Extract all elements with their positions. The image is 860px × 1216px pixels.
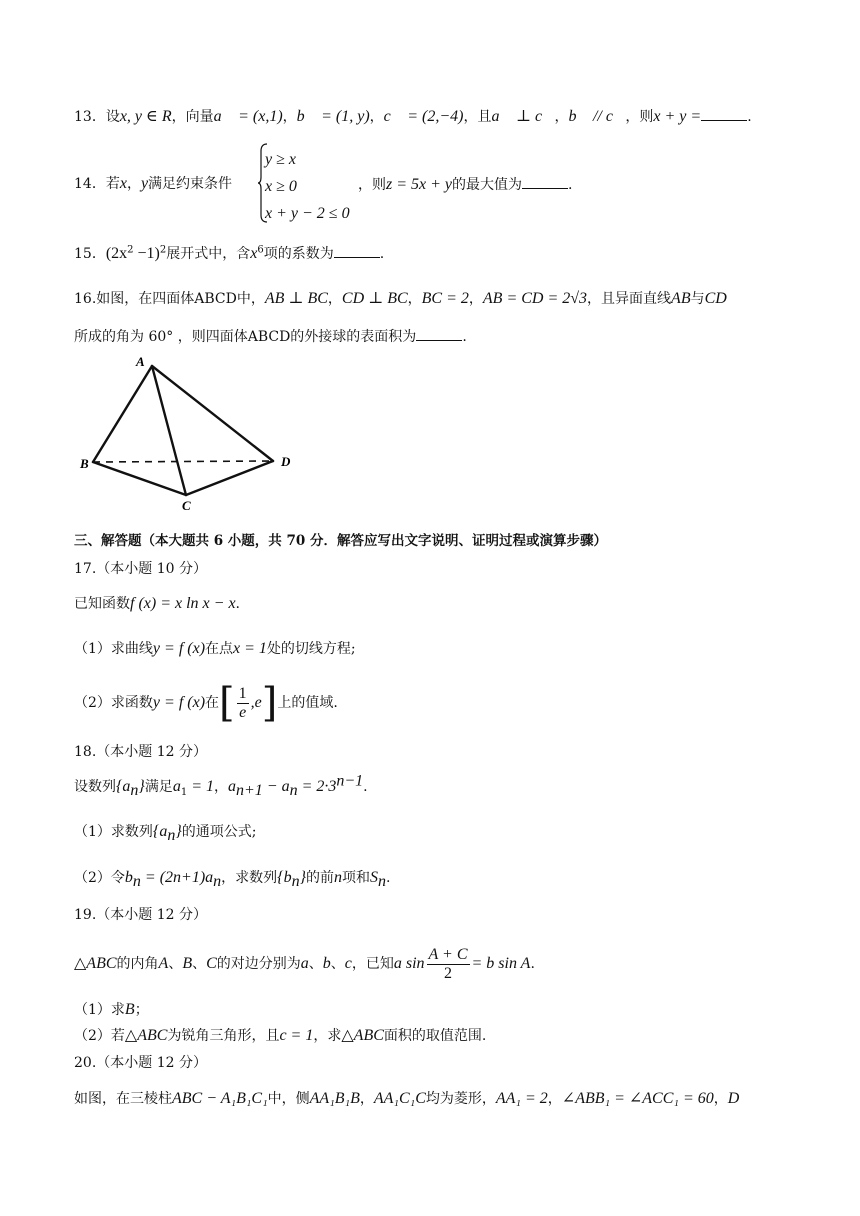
answer-blank	[701, 106, 747, 121]
q19-text: 为锐角三角形，且	[167, 1028, 280, 1044]
q17-part-1	[74, 639, 356, 659]
q15-exp: 6	[257, 244, 264, 256]
q19-math: = b sin A	[471, 955, 531, 972]
q16-text: 所成的角为 60° ，则四面体ABCD的外接球的表面积为	[74, 329, 417, 345]
q16-text: 如图，在四面体ABCD中，	[96, 291, 265, 307]
q13-text: ，且	[463, 109, 492, 125]
fraction-numerator: A + C	[428, 945, 468, 963]
q20-text: 均为菱形，	[425, 1091, 496, 1107]
q19-sep: 、	[168, 956, 183, 972]
q19-part-1	[74, 1000, 149, 1020]
q18-math: {a	[116, 778, 131, 795]
q17-math: y = f (x)	[152, 694, 206, 711]
q20-math: AA₁ = 2	[495, 1090, 548, 1107]
q18-math: = 2·3	[297, 778, 337, 795]
q19-text: ，求	[313, 1028, 342, 1044]
q16-text: 与	[690, 291, 705, 307]
q18-math: = 1	[187, 778, 214, 795]
q14-objective: z = 5x + y	[386, 176, 453, 193]
edge-ab	[93, 366, 152, 462]
constraint-3: x + y − 2 ≤ 0	[265, 205, 350, 222]
q18-text: （2）令	[74, 870, 125, 886]
q17-text: 上的值域.	[277, 695, 338, 711]
q13-text: 设	[105, 109, 120, 125]
q18-sub: n	[167, 826, 176, 844]
q17-heading: 17.（本小题 10 分）	[74, 561, 207, 577]
vertex-label-b: B	[80, 456, 89, 471]
tetrahedron-figure	[78, 352, 308, 512]
q16-text: ，且异面直线	[587, 291, 672, 307]
q14-number: 14．	[74, 176, 106, 192]
q20-heading: 20.（本小题 12 分）	[74, 1055, 207, 1071]
q13-sep: ，	[369, 109, 384, 125]
constraint-system	[265, 146, 350, 227]
q15-expr: (2x	[105, 245, 128, 262]
fraction	[427, 946, 470, 983]
q14-tail-line	[358, 174, 572, 195]
q17-math: x = 1	[233, 640, 267, 657]
q16-tail: .	[462, 329, 467, 345]
q20-math: AA₁C₁C	[373, 1090, 426, 1107]
q14-tail: .	[568, 177, 573, 193]
q15-text: 项的系数为	[263, 246, 334, 262]
q18-text: 满足	[144, 779, 173, 795]
constraint-1: y ≥ x	[265, 151, 296, 168]
q18-text: 的通项公式;	[181, 824, 257, 840]
q16-cond: AB ⊥ BC	[264, 290, 328, 307]
right-bracket-icon: ]	[261, 680, 278, 726]
q18-math: b	[124, 869, 133, 886]
q19-math: B	[182, 955, 193, 972]
q19-text: （1）求	[74, 1002, 125, 1018]
q19-math: a	[300, 955, 309, 972]
q20-text: 中，侧	[267, 1091, 310, 1107]
q13-vector-a: a⃗ = (x,1)	[213, 108, 283, 125]
q17-text: 处的切线方程;	[266, 641, 356, 657]
q14-var: x	[119, 175, 127, 192]
edge-ad	[152, 366, 273, 461]
q19-sep: 、	[308, 956, 323, 972]
q19-math: C	[206, 955, 217, 972]
q19-text: 面积的取值范围.	[383, 1028, 487, 1044]
q13-vector-c: c⃗ = (2,−4)	[383, 108, 464, 125]
q18-sub: n	[130, 781, 139, 799]
q18-sub: n	[213, 872, 222, 890]
q15-exp: 2	[159, 244, 167, 256]
edge-cd	[186, 461, 273, 495]
q18-heading: 18.（本小题 12 分）	[74, 744, 207, 760]
q18-math: }	[175, 823, 182, 840]
q17-text: 在点	[205, 641, 234, 657]
q18-math: {a	[152, 823, 168, 840]
q18-math: }	[299, 869, 306, 886]
q19-given	[74, 942, 535, 986]
q13-text: ，向量	[171, 109, 214, 125]
q18-tail: .	[363, 779, 368, 795]
q19-text: 的对边分别为	[216, 956, 301, 972]
q16-cond: BC = 2	[421, 290, 469, 307]
q15-exp: 2	[127, 244, 134, 256]
q19-math: △ABC	[124, 1027, 168, 1044]
fraction-denominator: e	[239, 703, 247, 721]
q16-sep: ，	[407, 291, 422, 307]
q14-text: ，则	[358, 177, 386, 193]
q18-math: }	[138, 778, 145, 795]
q19-sep: 、	[330, 956, 345, 972]
q14-text: 若	[105, 176, 120, 192]
q18-sub: n	[289, 781, 298, 799]
q13-sep: ，	[282, 109, 297, 125]
fraction	[237, 685, 249, 722]
q17-given	[74, 594, 240, 614]
q14-sep: ，	[126, 176, 141, 192]
q19-text: （2）若	[74, 1028, 125, 1044]
q18-sub: n+1	[235, 781, 263, 799]
q18-math: {b	[277, 869, 292, 886]
vertex-label-d: D	[281, 454, 291, 469]
q15-tail: .	[379, 246, 385, 262]
q18-sub: n	[377, 872, 386, 890]
q16-line: AB	[671, 290, 691, 307]
q20-sep: ，	[547, 1091, 562, 1107]
q14-text: 满足约束条件	[148, 176, 233, 192]
q13-vector-b: b⃗ = (1, y)	[296, 108, 370, 125]
question-15	[74, 243, 384, 264]
q17-tail: .	[235, 596, 240, 612]
q18-text: （1）求数列	[74, 824, 153, 840]
edge-bd-hidden	[93, 461, 273, 462]
q18-sup: n−1	[336, 772, 364, 790]
q18-math: = (2n+1)a	[140, 869, 214, 886]
q14-text: 的最大值为	[452, 177, 523, 193]
q19-math: A	[158, 955, 169, 972]
q17-math: ,e	[250, 694, 262, 711]
q15-text: 展开式中，含	[166, 246, 251, 262]
vertex-label-c: C	[182, 498, 191, 512]
q20-text: 如图，在三棱柱	[74, 1091, 172, 1107]
q18-math: n	[333, 869, 342, 886]
q18-math: − a	[262, 778, 290, 795]
q16-line: CD	[704, 290, 727, 307]
q16-sep: ，	[327, 291, 342, 307]
q18-sub: n	[132, 872, 141, 890]
q16-cond: AB = CD = 2√3	[482, 290, 588, 307]
q18-part-1	[74, 822, 256, 842]
q19-sep: 、	[192, 956, 207, 972]
q18-math: a	[172, 778, 181, 795]
q18-given	[74, 772, 368, 799]
q18-math: S	[369, 869, 378, 886]
q20-sep: ，	[713, 1091, 728, 1107]
q16-sep: ，	[468, 291, 483, 307]
question-14	[74, 174, 232, 194]
q18-sub: 1	[180, 786, 188, 798]
left-bracket-icon: [	[219, 680, 235, 726]
q16-number: 16.	[74, 291, 97, 307]
q13-ask: x + y =	[653, 108, 702, 125]
q19-math: △ABC	[74, 955, 117, 972]
q17-text: （2）求函数	[74, 695, 153, 711]
q18-part-2	[74, 868, 390, 888]
q18-text: 的前	[305, 870, 334, 886]
q19-math: c	[344, 955, 352, 972]
edge-ac	[152, 366, 186, 495]
q13-tail: .	[747, 109, 752, 125]
q17-text: 在	[205, 695, 220, 711]
q19-part-2	[74, 1026, 486, 1046]
q19-heading: 19.（本小题 12 分）	[74, 907, 207, 923]
q13-number: 13．	[74, 109, 106, 125]
section-3-heading: 三、解答题（本大题共 6 小题，共 70 分．解答应写出文字说明、证明过程或演算步骤）	[74, 533, 607, 549]
q17-text: （1）求曲线	[74, 641, 153, 657]
q19-tail: .	[530, 956, 535, 972]
q19-math: b	[322, 955, 331, 972]
q13-math: x, y ∈ R	[119, 108, 172, 125]
q16-cond: CD ⊥ BC	[341, 290, 408, 307]
question-16-line2	[74, 326, 467, 347]
q19-math: B	[124, 1001, 135, 1018]
answer-blank	[416, 326, 462, 341]
q19-math: △ABC	[341, 1027, 384, 1044]
q19-math: a sin	[393, 955, 425, 972]
question-16	[74, 289, 727, 309]
q20-sep: ，	[359, 1091, 374, 1107]
fraction-numerator: 1	[238, 684, 247, 702]
constraint-2: x ≥ 0	[265, 178, 297, 195]
q19-tail: ；	[134, 1002, 149, 1018]
q13-condition: b⃗ // c⃗	[568, 108, 626, 125]
q20-given	[74, 1089, 739, 1109]
q18-tail: .	[385, 870, 391, 886]
q18-text: 项和	[341, 870, 370, 886]
q13-condition: a⃗ ⊥ c⃗	[491, 108, 555, 125]
answer-blank	[334, 243, 380, 258]
q13-text: ，则	[625, 109, 654, 125]
q18-sep: ，	[213, 779, 228, 795]
q15-number: 15．	[74, 246, 106, 262]
q15-var: x	[250, 245, 258, 262]
q18-text: 设数列	[74, 779, 116, 795]
q20-math: AA₁B₁B	[309, 1090, 360, 1107]
vertex-label-a: A	[136, 354, 145, 369]
q20-math: ∠ABB₁ = ∠ACC₁ = 60	[561, 1090, 714, 1107]
q19-text: ，已知	[351, 956, 394, 972]
q20-math: D	[727, 1090, 740, 1107]
q18-sub: n	[291, 872, 300, 890]
q17-part-2	[74, 682, 338, 724]
q13-sep: ，	[554, 109, 569, 125]
q14-var: y	[140, 175, 149, 192]
edge-bc	[93, 462, 186, 495]
q15-expr: −1)	[133, 245, 160, 262]
question-13	[74, 106, 752, 127]
q17-math: y = f (x)	[152, 640, 206, 657]
q17-text: 已知函数	[74, 596, 130, 612]
answer-blank	[522, 174, 568, 189]
q19-math: c = 1	[279, 1027, 314, 1044]
q17-function: f (x) = x ln x − x	[130, 595, 236, 612]
q19-text: 的内角	[116, 956, 159, 972]
q20-math: ABC − A₁B₁C₁	[172, 1090, 268, 1107]
q18-math: a	[227, 778, 236, 795]
fraction-denominator: 2	[444, 964, 453, 982]
q18-text: ，求数列	[221, 870, 278, 886]
